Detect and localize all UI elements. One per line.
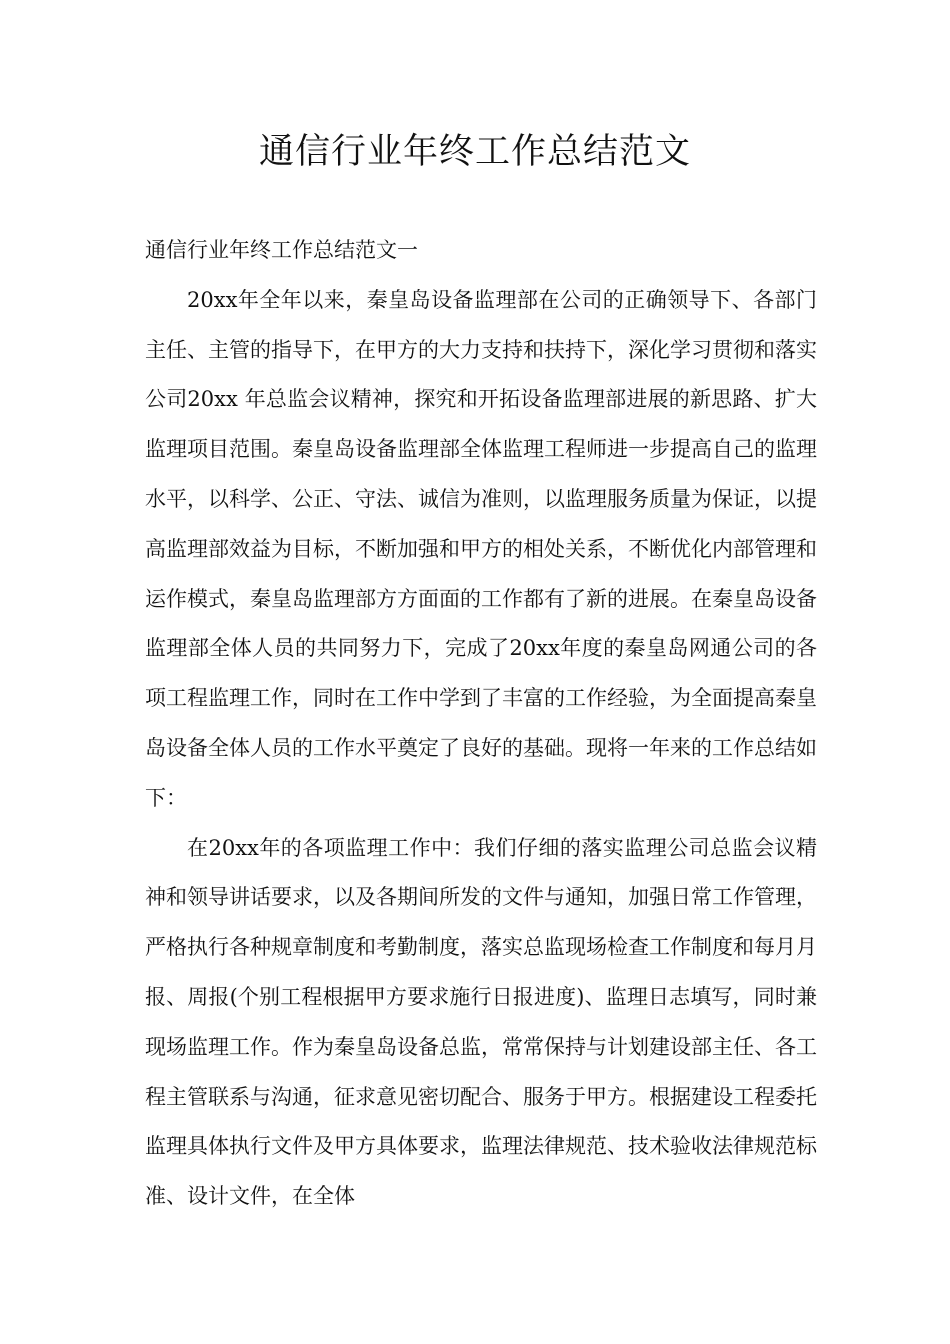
document-title: 通信行业年终工作总结范文: [258, 132, 691, 172]
body-paragraph-2: 在20xx年的各项监理工作中：我们仔细的落实监理公司总监会议精神和领导讲话要求，以及各期间所发的文件与通知，加强日常工作管理，严格执行各种规章制度和考勤制度，落实总监现场检查工作制度和每月月报、周报(个别工程根据甲方要求施行日报进度)、监理日志填写，同时兼现场监理工作。作为秦皇岛设备总监，常常保持与计划建设部主任、各工程主管联系与沟通，征求意见密切配合、服务于甲方。根据建设工程委托监理具体执行文件及甲方具体要求，监理法律规范、技术验收法律规范标准、设计文件，在全体: [145, 835, 817, 1209]
body-paragraph-1: 20xx年全年以来，秦皇岛设备监理部在公司的正确领导下、各部门主任、主管的指导下，在甲方的大力支持和扶持下，深化学习贯彻和落实公司20xx 年总监会议精神，探究和开拓设备监理部进展的新思路、扩大监理项目范围。秦皇岛设备监理部全体监理工程师进一步提高自己的监理水平，以科学、公正、守法、诚信为准则，以监理服务质量为保证，以提高监理部效益为目标，不断加强和甲方的相处关系，不断优化内部管理和运作模式，秦皇岛监理部方方面面的工作都有了新的进展。在秦皇岛设备监理部全体人员的共同努力下，完成了20xx年度的秦皇岛网通公司的各项工程监理工作，同时在工作中学到了丰富的工作经验，为全面提高秦皇岛设备全体人员的工作水平奠定了良好的基础。现将一年来的工作总结如下：: [145, 287, 817, 810]
section-heading: 通信行业年终工作总结范文一: [145, 238, 418, 262]
document-body: [145, 226, 817, 1222]
